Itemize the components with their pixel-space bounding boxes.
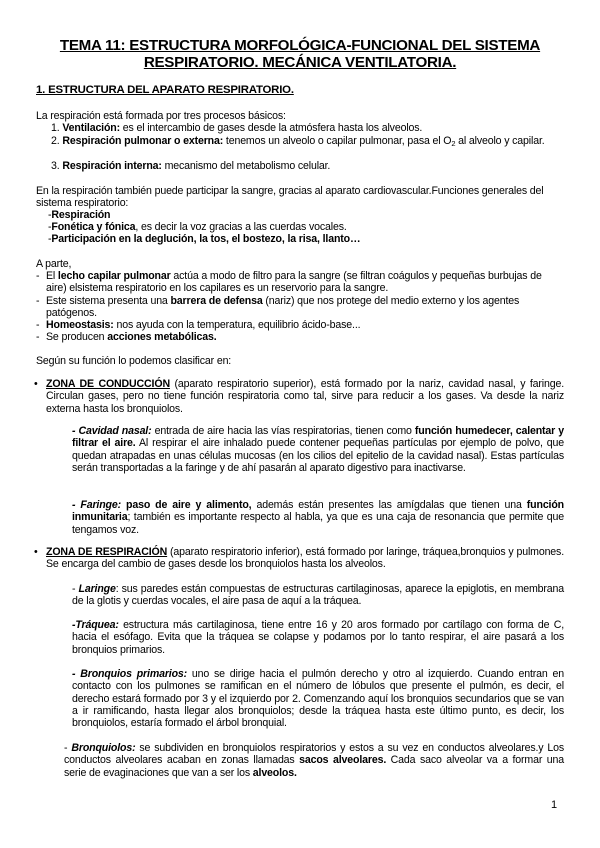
page-number: 1 <box>551 799 558 811</box>
aparte-label: A parte, <box>36 258 72 270</box>
clasificar-text: Según su función lo podemos clasificar en: <box>36 355 232 367</box>
dash-bullet: - <box>36 319 40 331</box>
proceso-item: 1. Ventilación: es el intercambio de gases desde la atmósfera hasta los alveolos. <box>51 122 423 134</box>
aparte-item: Se producen acciones metabólicas. <box>46 331 217 343</box>
section-heading: 1. ESTRUCTURA DEL APARATO RESPIRATORIO. <box>36 84 294 96</box>
funcion-item: -Fonética y fónica, es decir la voz gracias a las cuerdas vocales. <box>48 221 347 233</box>
dash-bullet: - <box>36 270 40 282</box>
cavidad-nasal-paragraph: - Cavidad nasal: entrada de aire hacia las vías respiratorias, tienen como función humedecer, calentar y filtrar el aire. Al respirar el aire inhalado puede contener pequeñas partículas por ejemplo de polvo, que quedan atrapadas en unas células mucosas (en los cilios del epitelio de la cavidad nasal). Estas partículas serán transportadas a la faringe y de ahí pasarán al aparato digestivo para inactivarse. <box>72 425 565 474</box>
funciones-intro: En la respiración también puede participar la sangre, gracias al aparato cardiovascular.Funciones generales del sistema respiratorio: <box>36 185 544 210</box>
zona-respiracion-paragraph: ZONA DE RESPIRACIÓN (aparato respiratorio inferior), está formado por laringe, tráquea,bronquios y pulmones. Se encarga del cambio de gases desde los bronquiolos hasta los alveolos. <box>46 546 564 571</box>
intro-text: La respiración está formada por tres procesos básicos: <box>36 110 286 122</box>
dash-bullet: - <box>36 331 40 343</box>
laringe-paragraph: - Laringe: sus paredes están compuestas de estructuras cartilaginosas, aparece la epiglotis, en membrana de la glotis y cuerdas vocales, el aire pasa de aquí a la tráquea. <box>72 583 564 608</box>
bullet-dot: • <box>34 378 38 390</box>
funcion-item: -Respiración <box>48 209 111 221</box>
traquea-paragraph: -Tráquea: estructura más cartilaginosa, tiene entre 16 y 20 aros formado por cartílago con forma de C, hacia el esófago. Evita que la tráquea se colapse y podamos por lo tanto respirar, el aire pasará a los bronquios primarios. <box>72 619 564 656</box>
title-line-1: TEMA 11: ESTRUCTURA MORFOLÓGICA-FUNCIONAL DEL SISTEMA <box>59 37 541 54</box>
proceso-item: 2. Respiración pulmonar o externa: tenemos un alveolo o capilar pulmonar, pasa el $O_2$ al alveolo y capilar. <box>51 135 545 148</box>
bronquiolos-paragraph: - Bronquiolos: se subdividen en bronquiolos respiratorios y estos a su vez en conductos alveolares.y Los conductos alveolares acaban en zonas llamadas sacos alveolares. Cada saco alveolar va a formar una serie de evaginaciones que van a ser los alveolos. <box>64 742 565 779</box>
faringe-paragraph: - Faringe: paso de aire y alimento, además están presentes las amígdalas que tienen una función inmunitaria; también es importante respecto al habla, ya que es una caja de resonancia que permite que tengamos voz. <box>72 499 564 536</box>
bullet-dot: • <box>34 546 38 558</box>
dash-bullet: - <box>36 295 40 307</box>
aparte-item: El lecho capilar pulmonar actúa a modo de filtro para la sangre (se filtran coágulos y pequeñas burbujas de aire) elsistema respiratorio en los capilares es un reservorio para la sangre. <box>46 270 542 295</box>
title-line-2: RESPIRATORIO. MECÁNICA VENTILATORIA. <box>143 54 457 71</box>
document-title <box>30 37 570 71</box>
zona-conduccion-paragraph: ZONA DE CONDUCCIÓN (aparato respiratorio superior), está formado por la nariz, cavidad nasal, y faringe. Circulan gases, pero no tiene función respiratoria como tal, sirve para reducir a los gases. Va desde la nariz externa hasta los bronquiolos. <box>46 378 565 415</box>
funcion-item: -Participación en la deglución, la tos, el bostezo, la risa, llanto… <box>48 233 361 245</box>
proceso-item: 3. Respiración interna: mecanismo del metabolismo celular. <box>51 160 331 172</box>
aparte-item: Homeostasis: nos ayuda con la temperatura, equilibrio ácido-base... <box>46 319 361 331</box>
bronquios-paragraph: - Bronquios primarios: uno se dirige hacia el pulmón derecho y otro al izquierdo. Cuando entran en contacto con los pulmones se ramifican en el número de lóbulos que presente el pulmón, es decir, el derecho estará formado por 3 y el izquierdo por 2. Comenzando aquí los bronquios secundarios que se van a ir ramificando, hasta llegar alos bronquiolos; desde la tráquea hasta este último punto, es decir, los bronquiolos, estaría formado el árbol bronquial. <box>72 668 564 730</box>
aparte-item: Este sistema presenta una barrera de defensa (nariz) que nos protege del medio externo y los agentes patógenos. <box>46 295 520 320</box>
